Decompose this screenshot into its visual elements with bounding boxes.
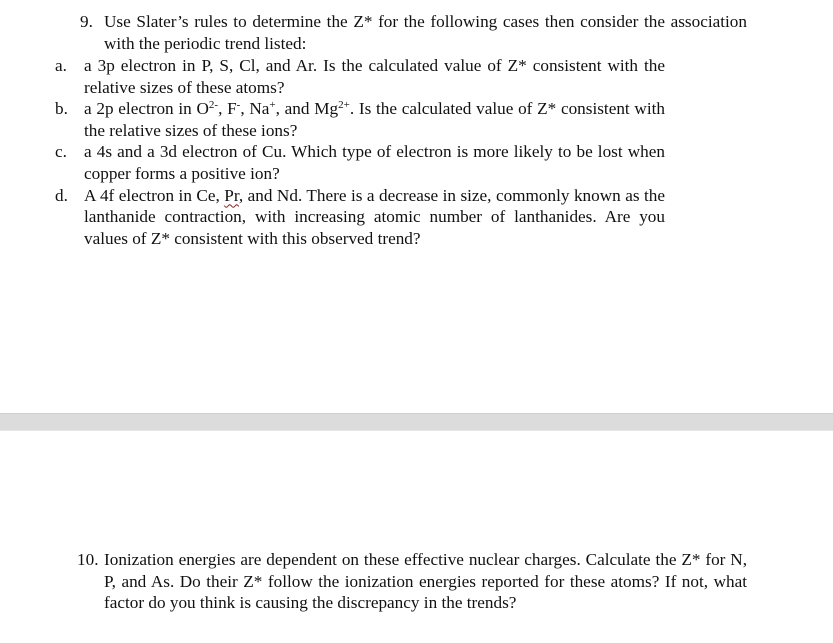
question-number: 10. [77, 550, 99, 569]
subquestion-text-sep: , F [218, 99, 237, 119]
subquestion-text: a 3p electron in P, S, Cl, and Ar. Is the calculated value of Z* consistent with the relative sizes of these atoms? [84, 56, 665, 97]
subquestion-list [55, 55, 665, 249]
subquestion-b [55, 98, 665, 141]
subquestion-text-post: , and Nd. There is a decrease in size, commonly known as the lanthanide contraction, with increasing atomic number of lanthanides. Are you values of Z* consistent with this observed trend? [84, 185, 665, 248]
page-break [0, 413, 833, 431]
subquestion-a [55, 55, 665, 98]
question-text: Use Slater’s rules to determine the Z* for the following cases then consider the association with the periodic trend listed: [104, 12, 747, 53]
question-text: Ionization energies are dependent on these effective nuclear charges. Calculate the Z* for N, P, and As. Do their Z* follow the ionization energies reported for these atoms? If not, what factor do you think is causing the discrepancy in the trends? [104, 550, 747, 613]
subquestion-d [55, 185, 665, 250]
subquestion-letter: d. [55, 185, 68, 205]
subquestion-text-pre: A 4f electron in Ce, [84, 185, 225, 205]
subquestion-text-post: . Is the calculated value of Z* consistent with the relative sizes of these ions? [84, 99, 665, 140]
question-9 [77, 11, 747, 54]
fluoride-charge: - [236, 99, 241, 112]
subquestion-text-sep: , and Mg [275, 99, 339, 119]
subquestion-letter: a. [55, 56, 67, 75]
sodium-charge: + [269, 99, 276, 112]
question-10 [77, 549, 747, 614]
subquestion-text-pre: a 2p electron in O [84, 99, 209, 119]
subquestion-letter: c. [55, 142, 67, 162]
oxide-charge: 2- [208, 99, 219, 112]
subquestion-text-sep: , Na [240, 99, 270, 119]
document-page-2 [0, 431, 833, 643]
spellcheck-flagged-word: Pr [224, 185, 239, 205]
question-number: 9. [80, 12, 93, 31]
magnesium-charge: 2+ [338, 99, 350, 112]
subquestion-text: a 4s and a 3d electron of Cu. Which type of electron is more likely to be lost when copper forms a positive ion? [84, 142, 665, 183]
subquestion-letter: b. [55, 99, 68, 119]
subquestion-c [55, 141, 665, 184]
